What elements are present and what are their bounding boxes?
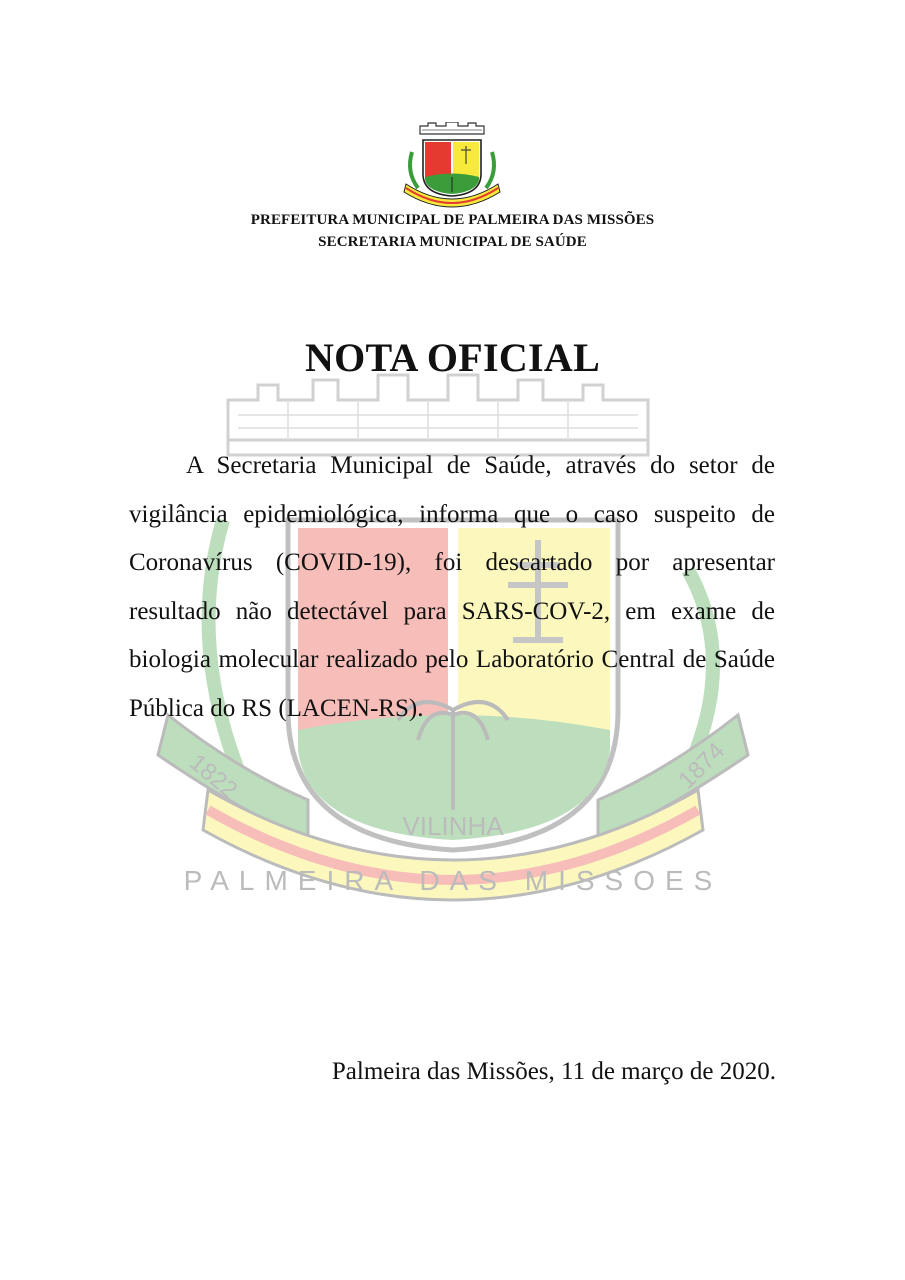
coat-of-arms-logo (398, 122, 506, 212)
shield-label: VILINHA (402, 811, 504, 841)
document-body: A Secretaria Municipal de Saúde, através do setor de vigilância epidemiológica, informa que o caso suspeito de Coronavírus (COVID-19), foi descartado por apresentar resultado não detectável para SARS-COV-2, em exame de biologia molecular realizado pelo Laboratório Central de Saúde Pública do RS (LACEN-RS). (129, 452, 775, 722)
svg-text:1822: 1822 (184, 748, 243, 804)
svg-text:PALMEIRA DAS MISSOES: PALMEIRA DAS MISSOES (183, 865, 723, 896)
svg-text:1874: 1874 (673, 737, 730, 795)
municipality-header: PREFEITURA MUNICIPAL DE PALMEIRA DAS MISSÕES (250, 212, 655, 228)
place-date: Palmeira das Missões, 11 de março de 2020. (331, 1058, 776, 1085)
department-header: SECRETARIA MUNICIPAL DE SAÚDE (318, 234, 587, 250)
document-title: NOTA OFICIAL (304, 335, 601, 380)
